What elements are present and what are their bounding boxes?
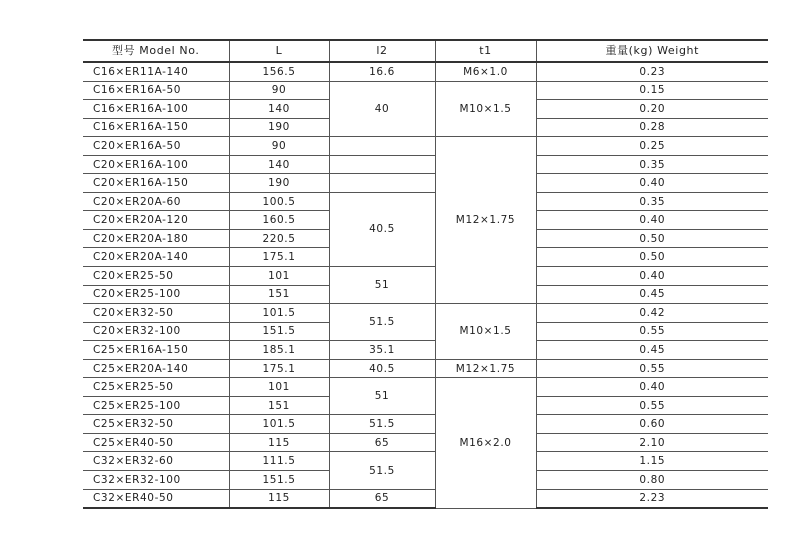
l-cell: 101 [229, 378, 329, 397]
t1-cell: M12×1.75 [435, 137, 536, 304]
weight-cell: 0.35 [536, 192, 768, 211]
weight-cell: 0.40 [536, 267, 768, 286]
model-cell: C16×ER16A-150 [83, 118, 229, 137]
weight-cell: 0.55 [536, 396, 768, 415]
table-row [83, 137, 768, 156]
weight-cell: 0.55 [536, 359, 768, 378]
header-t1: t1 [435, 40, 536, 62]
model-cell: C25×ER25-100 [83, 396, 229, 415]
table-row [83, 62, 768, 81]
l2-cell: 65 [329, 433, 435, 452]
l-cell: 90 [229, 81, 329, 100]
model-cell: C32×ER32-100 [83, 471, 229, 490]
l-cell: 140 [229, 100, 329, 119]
table-row [83, 489, 768, 508]
table-row [83, 174, 768, 193]
l2-cell: 40 [329, 81, 435, 137]
header-row [83, 40, 768, 62]
model-cell: C20×ER16A-150 [83, 174, 229, 193]
table-row [83, 433, 768, 452]
l-cell: 190 [229, 118, 329, 137]
l-cell: 101.5 [229, 415, 329, 434]
l2-cell: 51.5 [329, 304, 435, 341]
l2-cell: 40.5 [329, 192, 435, 266]
weight-cell: 0.45 [536, 285, 768, 304]
model-cell: C20×ER16A-50 [83, 137, 229, 156]
weight-cell: 2.10 [536, 433, 768, 452]
model-cell: C25×ER32-50 [83, 415, 229, 434]
t1-cell: M12×1.75 [435, 359, 536, 378]
l-cell: 190 [229, 174, 329, 193]
model-cell: C20×ER25-100 [83, 285, 229, 304]
weight-cell: 0.28 [536, 118, 768, 137]
l-cell: 90 [229, 137, 329, 156]
header-l2: l2 [329, 40, 435, 62]
l-cell: 156.5 [229, 62, 329, 81]
l2-cell: 51 [329, 378, 435, 415]
model-cell: C25×ER16A-150 [83, 341, 229, 360]
header-model: 型号 Model No. [83, 40, 229, 62]
weight-cell: 0.50 [536, 229, 768, 248]
model-cell: C16×ER16A-50 [83, 81, 229, 100]
model-cell: C20×ER16A-100 [83, 155, 229, 174]
l-cell: 151.5 [229, 322, 329, 341]
weight-cell: 0.45 [536, 341, 768, 360]
weight-cell: 0.42 [536, 304, 768, 323]
weight-cell: 0.40 [536, 378, 768, 397]
weight-cell: 0.25 [536, 137, 768, 156]
l-cell: 140 [229, 155, 329, 174]
table-row [83, 81, 768, 100]
model-cell: C20×ER32-50 [83, 304, 229, 323]
l2-cell [329, 155, 435, 174]
l-cell: 220.5 [229, 229, 329, 248]
weight-cell: 0.60 [536, 415, 768, 434]
weight-cell: 0.50 [536, 248, 768, 267]
weight-cell: 1.15 [536, 452, 768, 471]
weight-cell: 0.40 [536, 211, 768, 230]
weight-cell: 0.20 [536, 100, 768, 119]
model-cell: C20×ER25-50 [83, 267, 229, 286]
l-cell: 101 [229, 267, 329, 286]
l2-cell: 51.5 [329, 415, 435, 434]
l-cell: 185.1 [229, 341, 329, 360]
header-l: L [229, 40, 329, 62]
table-row [83, 304, 768, 323]
model-cell: C20×ER20A-120 [83, 211, 229, 230]
spec-table [83, 39, 768, 509]
model-cell: C25×ER20A-140 [83, 359, 229, 378]
l2-cell: 51.5 [329, 452, 435, 489]
weight-cell: 0.80 [536, 471, 768, 490]
l2-cell [329, 137, 435, 156]
weight-cell: 0.23 [536, 62, 768, 81]
l-cell: 115 [229, 489, 329, 508]
table-row [83, 267, 768, 286]
l2-cell: 51 [329, 267, 435, 304]
table-row [83, 415, 768, 434]
table-row [83, 359, 768, 378]
table-row [83, 452, 768, 471]
t1-cell: M16×2.0 [435, 378, 536, 508]
model-cell: C16×ER11A-140 [83, 62, 229, 81]
l2-cell [329, 174, 435, 193]
model-cell: C25×ER40-50 [83, 433, 229, 452]
l-cell: 175.1 [229, 359, 329, 378]
weight-cell: 0.40 [536, 174, 768, 193]
table-row [83, 155, 768, 174]
l-cell: 151 [229, 396, 329, 415]
t1-cell: M10×1.5 [435, 304, 536, 360]
weight-cell: 0.15 [536, 81, 768, 100]
weight-cell: 0.35 [536, 155, 768, 174]
l2-cell: 65 [329, 489, 435, 508]
model-cell: C16×ER16A-100 [83, 100, 229, 119]
model-cell: C20×ER20A-140 [83, 248, 229, 267]
model-cell: C25×ER25-50 [83, 378, 229, 397]
table-row [83, 378, 768, 397]
l2-cell: 40.5 [329, 359, 435, 378]
l-cell: 160.5 [229, 211, 329, 230]
model-cell: C20×ER20A-60 [83, 192, 229, 211]
l-cell: 111.5 [229, 452, 329, 471]
l-cell: 101.5 [229, 304, 329, 323]
l-cell: 115 [229, 433, 329, 452]
l2-cell: 16.6 [329, 62, 435, 81]
l-cell: 151.5 [229, 471, 329, 490]
l-cell: 100.5 [229, 192, 329, 211]
t1-cell: M10×1.5 [435, 81, 536, 137]
t1-cell: M6×1.0 [435, 62, 536, 81]
table-row [83, 341, 768, 360]
l-cell: 175.1 [229, 248, 329, 267]
l-cell: 151 [229, 285, 329, 304]
table-row [83, 192, 768, 211]
l2-cell: 35.1 [329, 341, 435, 360]
model-cell: C32×ER40-50 [83, 489, 229, 508]
model-cell: C20×ER20A-180 [83, 229, 229, 248]
weight-cell: 0.55 [536, 322, 768, 341]
header-weight: 重量(kg) Weight [536, 40, 768, 62]
weight-cell: 2.23 [536, 489, 768, 508]
model-cell: C20×ER32-100 [83, 322, 229, 341]
model-cell: C32×ER32-60 [83, 452, 229, 471]
